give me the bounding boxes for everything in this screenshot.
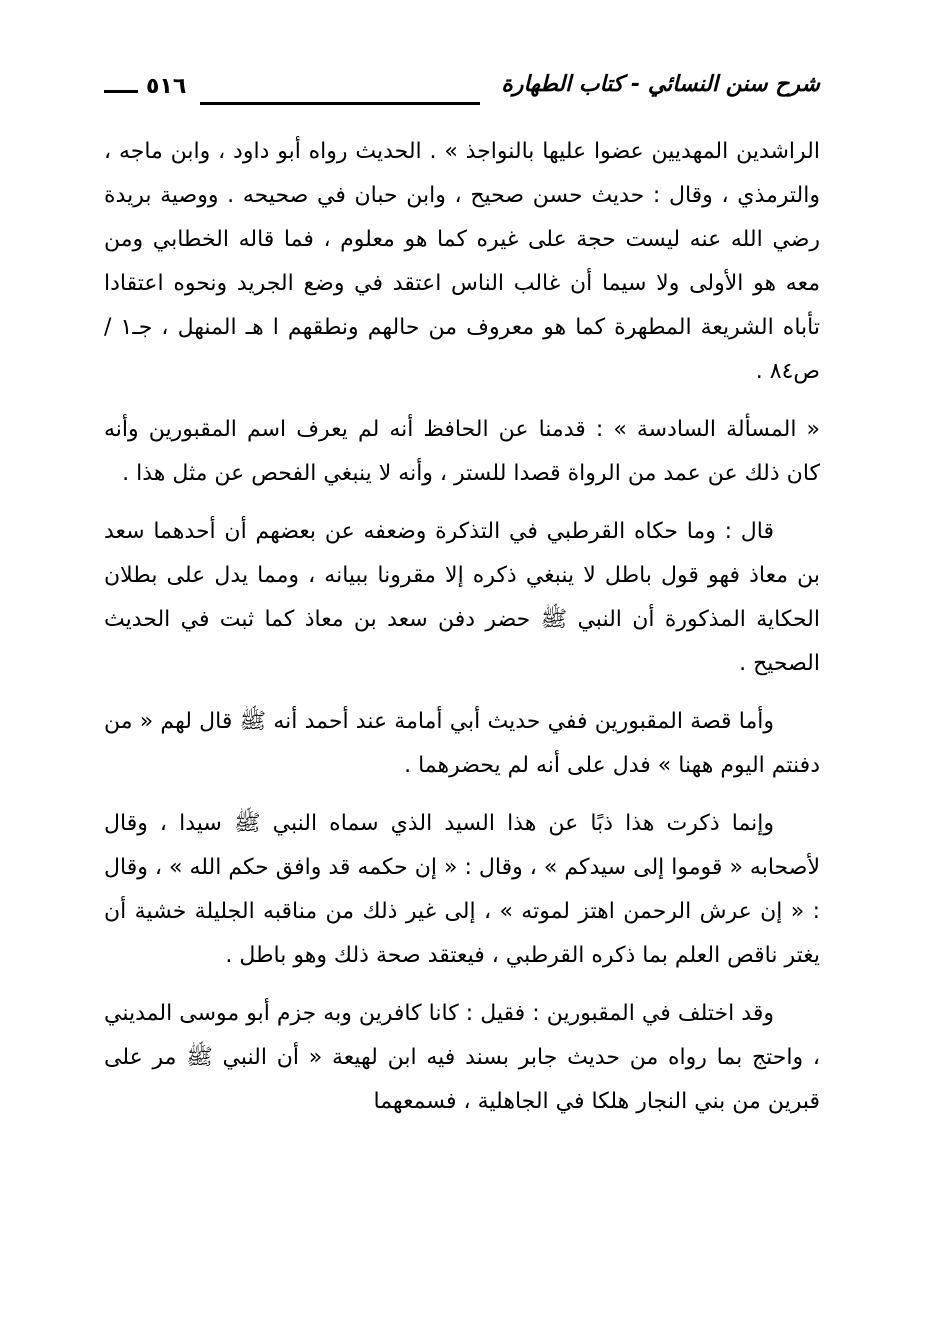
paragraph-6: وقد اختلف في المقبورين : فقيل : كانا كافرين وبه جزم أبو موسى المديني ، واحتج بما رواه من حديث جابر بسند فيه ابن لهيعة « أن النبي ﷺ مر على قبرين من بني النجار هلكا في الجاهلية ، فسمعهما [104, 1001, 820, 1114]
paragraph-3: قال : وما حكاه القرطبي في التذكرة وضعفه عن بعضهم أن أحدهما سعد بن معاذ فهو قول باطل لا ينبغي ذكره إلا مقرونا ببيانه ، ومما يدل على بطلان الحكاية المذكورة أن النبي ﷺ حضر دفن سعد بن معاذ كما ثبت في الحديث الصحيح . [104, 519, 820, 676]
header-title: شرح سنن النسائي - كتاب الطهارة [501, 72, 820, 97]
page-number-dash [104, 90, 138, 93]
paragraph-2: « المسألة السادسة » : قدمنا عن الحافظ أنه لم يعرف اسم المقبورين وأنه كان ذلك عن عمد من الرواة قصدا للستر ، وأنه لا ينبغي الفحص عن مثل هذا . [104, 417, 820, 486]
page-number: ٥١٦ [146, 74, 187, 99]
paragraph-1: الراشدين المهديين عضوا عليها بالنواجذ » . الحديث رواه أبو داود ، وابن ماجه ، والترمذي ، وقال : حديث حسن صحيح ، وابن حبان في صحيحه . ووصية بريدة رضي الله عنه ليست حجة على غيره كما هو معلوم ، فما قاله الخطابي ومن معه هو الأولى ولا سيما أن غالب الناس اعتقد في وضع الجريد ونحوه اعتقادا تأباه الشريعة المطهرة كما هو معروف من حالهم ونطقهم ا هـ المنهل ، جـ١ / ص٨٤ . [104, 139, 820, 384]
paragraph-5: وإنما ذكرت هذا ذبًا عن هذا السيد الذي سماه النبي ﷺ سيدا ، وقال لأصحابه « قوموا إلى سيدكم » ، وقال : « إن حكمه قد وافق حكم الله » ، وقال : « إن عرش الرحمن اهتز لموته » ، إلى غير ذلك من مناقبه الجليلة خشية أن يغتر ناقص العلم بما ذكره القرطبي ، فيعتقد صحة ذلك وهو باطل . [104, 811, 820, 968]
running-header [104, 68, 820, 108]
body-text [104, 130, 820, 1124]
paragraph-4: وأما قصة المقبورين ففي حديث أبي أمامة عند أحمد أنه ﷺ قال لهم « من دفنتم اليوم ههنا » فدل على أنه لم يحضرهما . [104, 709, 820, 778]
header-rule [200, 102, 480, 105]
